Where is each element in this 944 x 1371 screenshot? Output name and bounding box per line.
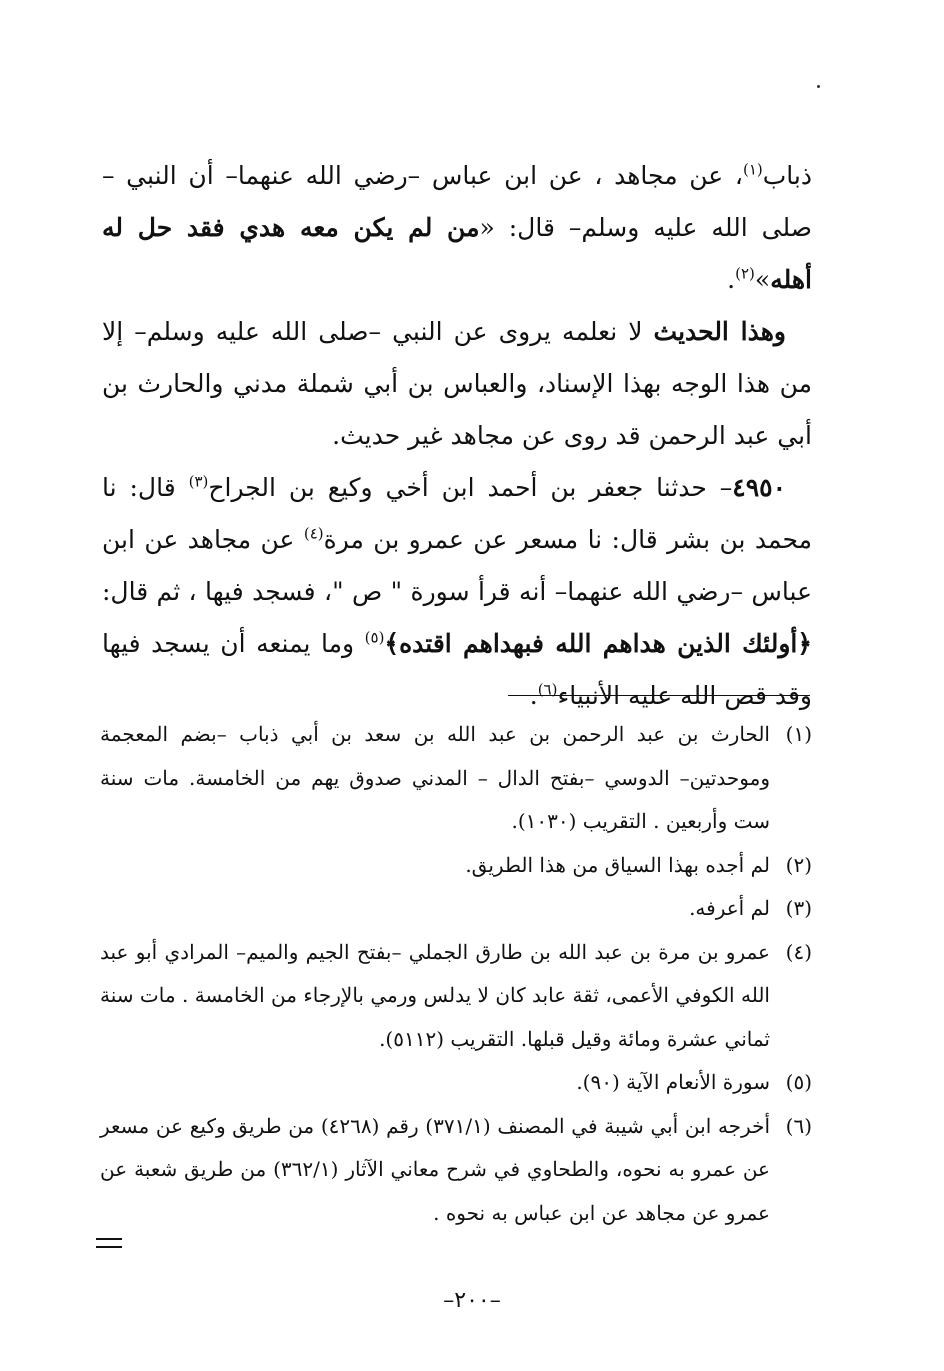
footnote-ref-3: (٣) [188,472,209,491]
footnote-marker: (٣) [785,896,812,920]
footnote-3 [100,887,812,931]
footnote-ref-1: (١) [742,160,763,179]
text-run: عن مجاهد عن ابن عباس –رضي الله عنهما– أنه قرأ سورة " ص "، فسجد فيها ، ثم قال: [102,525,812,606]
footnote-marker: (٤) [785,939,812,964]
footnote-5 [100,1061,812,1105]
bold-lead: وهذا الحديث [653,317,787,346]
footnote-marker: (٦) [785,1113,812,1138]
footnote-ref-5: (٥) [364,628,385,647]
hadith-number: ٤٩٥٠ [732,473,787,502]
footnote-4 [100,931,812,1062]
footnote-2 [100,844,812,888]
footnote-ref-4: (٤) [303,524,324,543]
main-text [102,150,812,722]
footnote-text: أخرجه ابن أبي شيبة في المصنف (٣٧١/١) رقم (٤٢٦٨) من طريق وكيع عن مسعر عن عمرو به نحوه، والطحاوي في شرح معاني الآثار (٣٦٢/١) من طريق شعبة عن عمرو عن مجاهد عن ابن عباس به نحوه . [100,1113,770,1225]
paragraph-2 [102,306,812,462]
text-run: . [727,265,736,294]
footnote-1 [100,713,812,844]
footnotes [100,713,812,1235]
text-run: . [529,681,538,710]
footnote-text: لم أعرفه. [689,896,770,920]
paragraph-1 [102,150,812,306]
footnote-marker: (٥) [785,1070,812,1094]
footnote-text: عمرو بن مرة بن عبد الله بن طارق الجملي –بفتح الجيم والميم– المرادي أبو عبد الله الكوفي الأعمى، ثقة عابد كان لا يدلس ورمي بالإرجاء من الخامسة . مات سنة ثماني عشرة ومائة وقيل قبلها. التقريب (٥١١٢). [100,939,770,1051]
text-run: قال: نا محمد بن بشر قال: نا مسعر عن عمرو بن مرة [102,473,812,554]
text-run: ذباب [762,161,812,190]
page-number: –٢٠٠– [443,1288,501,1313]
footnote-marker: (١) [785,722,812,746]
text-run: ، عن مجاهد ، عن ابن عباس –رضي الله عنهما– أن النبي –صلى الله عليه وسلم– قال: « [102,161,812,242]
footnote-text: لم أجده بهذا السياق من هذا الطريق. [465,852,770,877]
footnote-ref-2: (٢) [735,264,755,283]
quran-verse: ﴿أولئك الذين هداهم الله فبهداهم اقتده﴾ [384,629,812,658]
text-run: » [754,265,771,294]
footnote-ref-6: (٦) [537,680,558,699]
paragraph-3 [102,462,812,722]
footnote-6 [100,1105,812,1236]
text-run: – حدثنا جعفر بن أحمد ابن أخي وكيع بن الجراح [208,473,733,502]
text-run: لا نعلمه يروى عن النبي –صلى الله عليه وسلم– إلا من هذا الوجه بهذا الإسناد، والعباس بن أبي شملة مدني والحارث بن أبي عبد الرحمن قد روى عن مجاهد غير حديث. [102,317,812,450]
section-end-mark [96,1238,122,1248]
hadith-text: من لم يكن معه هدي فقد حل له أهله [102,213,812,294]
text-run: وما يمنعه أن يسجد فيها وقد قص الله عليه الأنبياء [102,629,812,710]
footnote-text: الحارث بن عبد الرحمن بن عبد الله بن سعد بن أبي ذباب –بضم المعجمة وموحدتين– الدوسي –بفتح الدال – المدني صدوق يهم من الخامسة. مات سنة ست وأربعين . التقريب (١٠٣٠). [100,722,770,833]
footnote-separator [508,695,810,696]
scan-speck [817,85,820,88]
footnote-text: سورة الأنعام الآية (٩٠). [576,1070,770,1094]
footnote-marker: (٢) [785,852,812,877]
